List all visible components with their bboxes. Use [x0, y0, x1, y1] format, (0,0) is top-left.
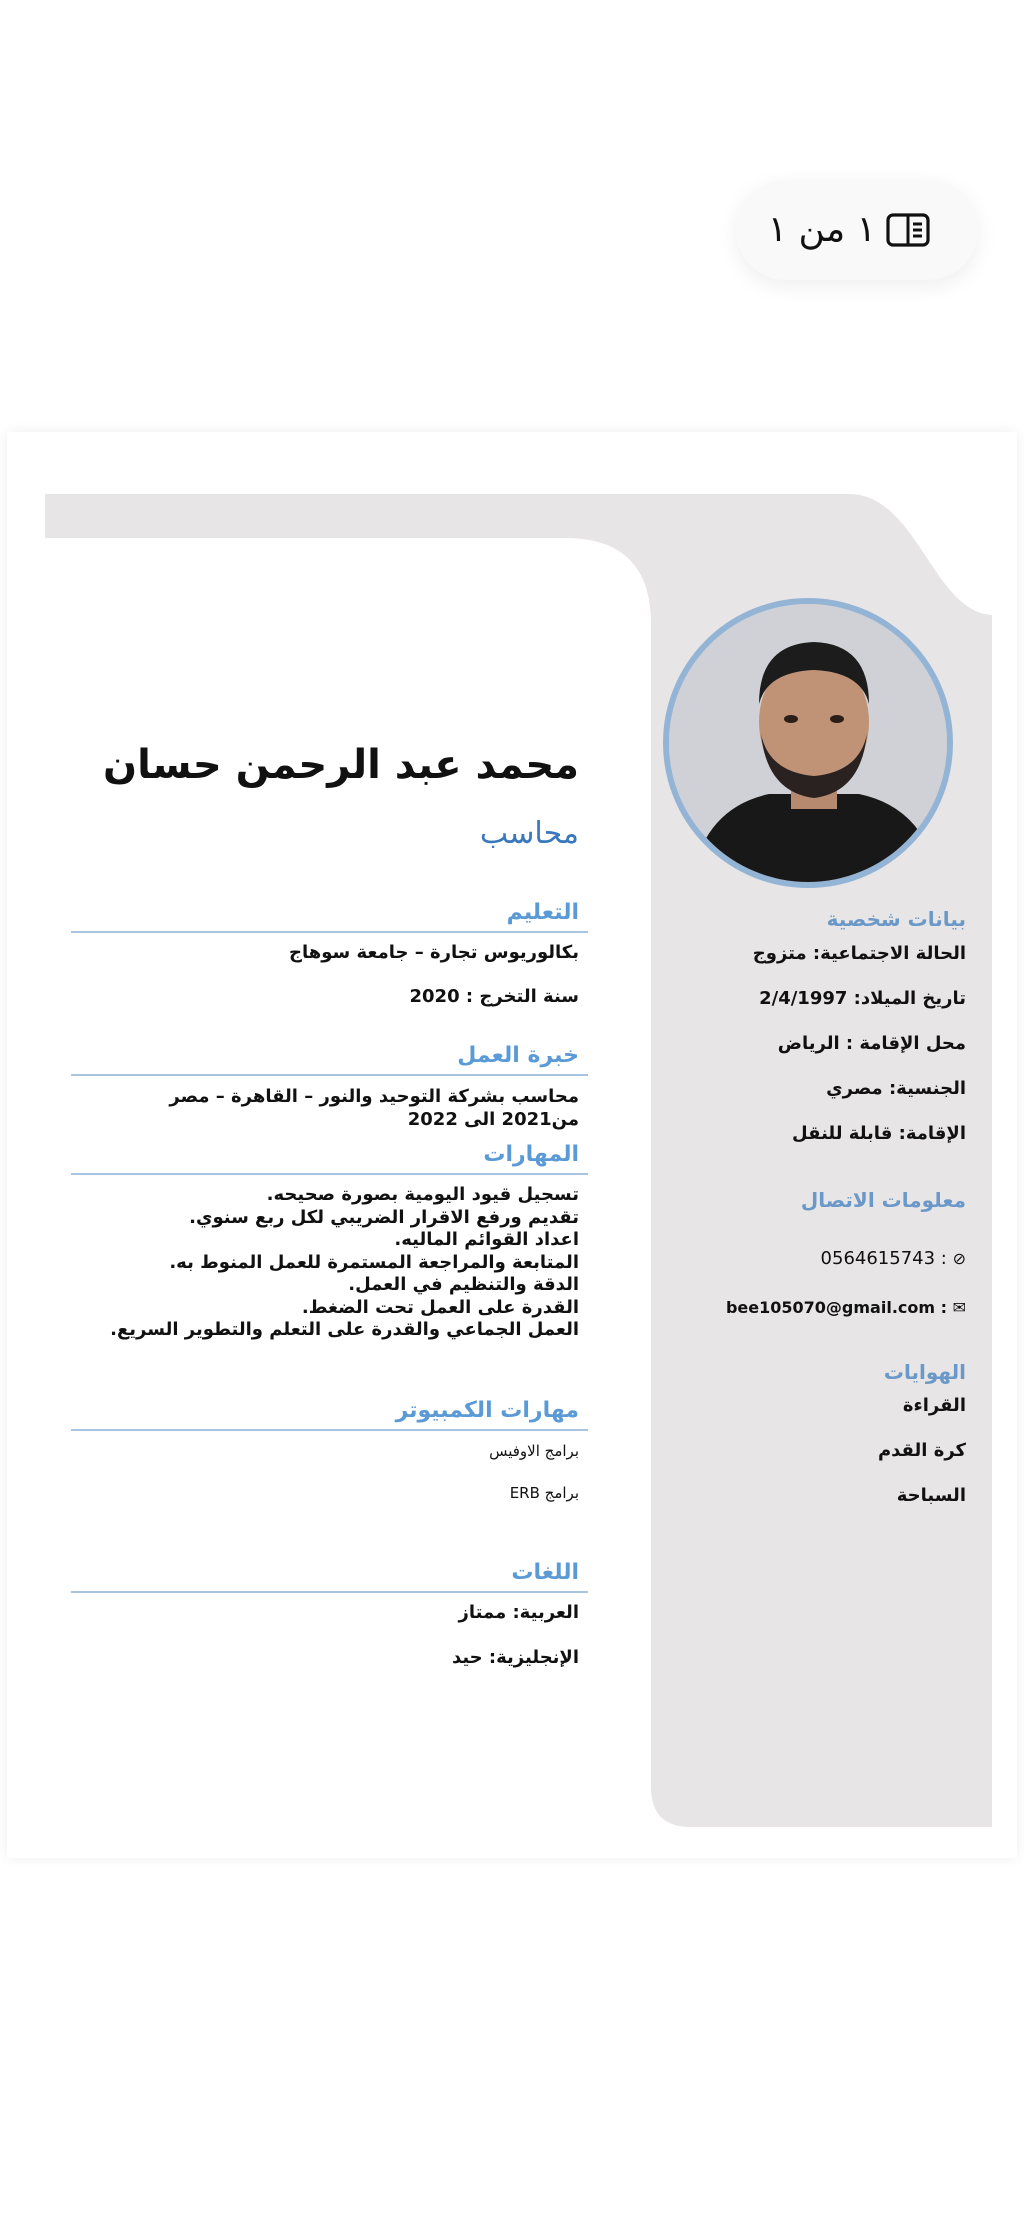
language-item: العربية: ممتاز	[458, 1602, 579, 1623]
personal-info-heading: بيانات شخصية	[826, 907, 966, 931]
list-item: الدقة والتنظيم في العمل.	[348, 1274, 579, 1295]
phone-contact	[821, 1248, 966, 1269]
contact-heading: معلومات الاتصال	[800, 1188, 966, 1212]
education-degree: بكالوريوس تجارة – جامعة سوهاج	[289, 942, 579, 963]
personal-info-item: الحالة الاجتماعية: متزوج	[752, 943, 966, 964]
phone-icon: ⊘	[952, 1249, 966, 1268]
hobbies-heading: الهوايات	[883, 1360, 966, 1384]
personal-info-item: تاريخ الميلاد: 2/4/1997	[759, 988, 966, 1009]
languages-heading: اللغات	[511, 1560, 579, 1585]
education-heading: التعليم	[506, 900, 579, 925]
personal-info-item: الجنسية: مصري	[826, 1078, 966, 1099]
profile-photo	[663, 598, 953, 888]
job-title: محاسب	[479, 816, 579, 851]
person-photo-icon	[669, 604, 953, 888]
email-address: bee105070@gmail.com :	[725, 1298, 948, 1317]
book-sidebar-icon	[886, 213, 930, 247]
mail-icon: ✉	[952, 1298, 966, 1317]
resume-page	[7, 432, 1017, 1858]
list-item: تقديم ورفع الاقرار الضريبي لكل ربع سنوي.	[189, 1206, 579, 1228]
experience-text: محاسب بشركة التوحيد والنور – القاهرة – مصر من2021 الى 2022	[169, 1086, 579, 1130]
skills-divider	[71, 1173, 588, 1175]
experience-divider	[71, 1074, 588, 1076]
page-indicator-text: ١ من ١	[767, 209, 876, 250]
language-item: الإنجليزية: حيد	[451, 1647, 579, 1668]
hobby-item: السباحة	[896, 1485, 966, 1506]
hobby-item: القراءة	[902, 1395, 966, 1416]
list-item: القدرة على العمل تحت الضغط.	[301, 1296, 579, 1318]
page-indicator[interactable]	[736, 180, 978, 280]
email-contact	[726, 1298, 966, 1317]
skills-heading: المهارات	[483, 1142, 579, 1167]
computer-skills-divider	[71, 1429, 588, 1431]
person-name: محمد عبد الرحمن حسان	[103, 742, 579, 788]
phone-number: 0564615743 :	[820, 1248, 947, 1269]
hobby-item: كرة القدم	[877, 1440, 966, 1461]
list-item: العمل الجماعي والقدرة على التعلم والتطوير السريع.	[110, 1319, 579, 1340]
list-item: اعداد القوائم الماليه.	[394, 1229, 579, 1250]
personal-info-item: محل الإقامة : الرياض	[777, 1033, 966, 1054]
languages-divider	[71, 1591, 588, 1593]
computer-skills-heading: مهارات الكمبيوتر	[395, 1398, 579, 1423]
experience-heading: خبرة العمل	[457, 1043, 579, 1068]
personal-info-item: الإقامة: قابلة للنقل	[792, 1123, 966, 1144]
graduation-year: سنة التخرج : 2020	[409, 986, 579, 1007]
education-divider	[71, 931, 588, 933]
list-item: المتابعة والمراجعة المستمرة للعمل المنوط به.	[169, 1251, 579, 1273]
computer-skill-item: برامج الاوفيس	[489, 1442, 579, 1460]
computer-skill-item: برامج ERB	[509, 1484, 579, 1502]
skills-list	[110, 1184, 579, 1342]
list-item: تسجيل قيود اليومية بصورة صحيحه.	[266, 1184, 579, 1205]
